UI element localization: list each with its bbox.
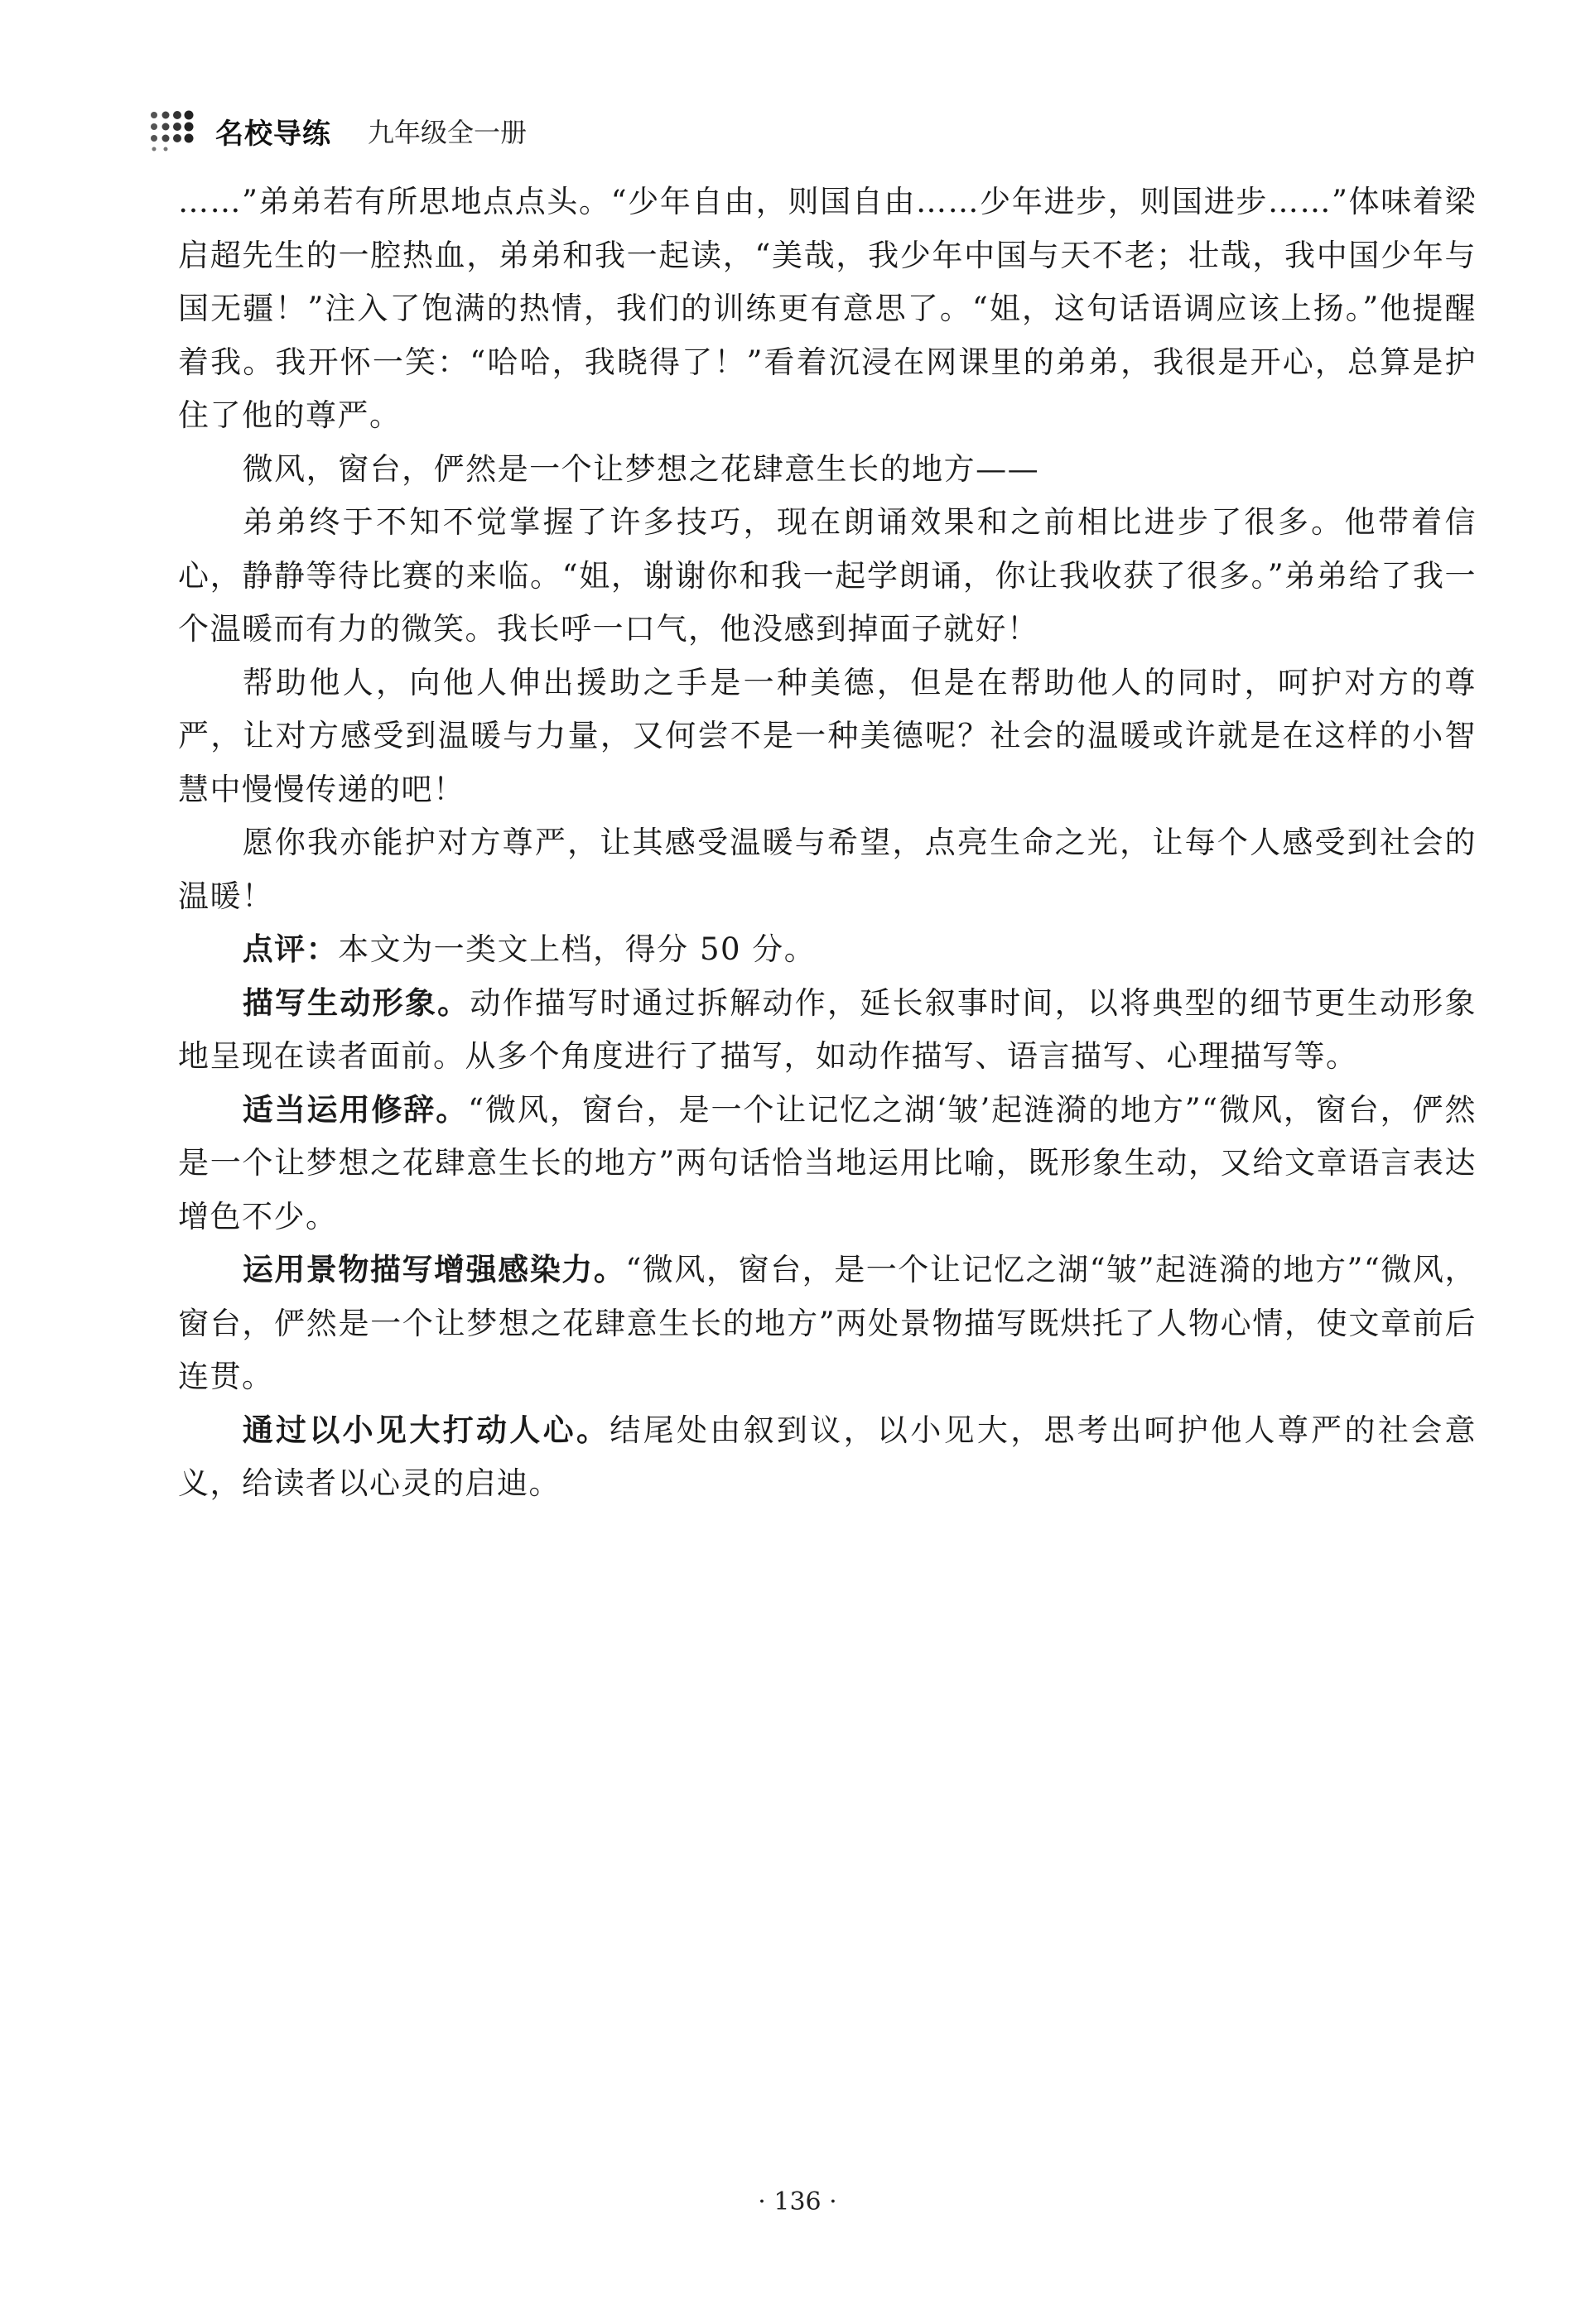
comment-text: 动作描写时通过拆解动作，延长叙事时间，以将典型的细节更生动形象地呈现在读者面前。从多个角度进行了描写，如动作描写、语言描写、心理描写等。	[178, 984, 1477, 1074]
comment-label: 运用景物描写增强感染力。	[242, 1252, 626, 1287]
comment-text: “微风，窗台，是一个让记忆之湖‘皱’起涟漪的地方”“微风，窗台，俨然是一个让梦想之花肆意生长的地方”两句话恰当地运用比喻，既形象生动，又给文章语言表达增色不少。	[178, 1091, 1477, 1234]
book-series-title: 名校导练	[215, 117, 331, 151]
dot-grid-icon	[149, 108, 200, 153]
comment-small-to-large	[178, 1404, 1477, 1511]
comment-label: 通过以小见大打动人心。	[242, 1412, 610, 1448]
page-body	[178, 176, 1477, 1511]
comment-vivid-description	[178, 977, 1477, 1084]
comment-summary	[178, 923, 1477, 977]
comment-scenery	[178, 1244, 1477, 1404]
essay-paragraph-1: ……”弟弟若有所思地点点头。“少年自由，则国自由……少年进步，则国进步……”体味着梁启超先生的一腔热血，弟弟和我一起读，“美哉，我少年中国与天不老；壮哉，我中国少年与国无疆！”注入了饱满的热情，我们的训练更有意思了。“姐，这句话语调应该上扬。”他提醒着我。我开怀一笑：“哈哈，我晓得了！”看着沉浸在网课里的弟弟，我很是开心，总算是护住了他的尊严。	[178, 184, 1477, 433]
comment-text: 结尾处由叙到议，以小见大，思考出呵护他人尊严的社会意义，给读者以心灵的启迪。	[178, 1412, 1477, 1501]
page-header	[149, 106, 527, 156]
page-number: · 136 ·	[758, 2187, 837, 2216]
comment-text: “微风，窗台，是一个让记忆之湖“皱”起涟漪的地方”“微风，窗台，俨然是一个让梦想之花肆意生长的地方”两处景物描写既烘托了人物心情，使文章前后连贯。	[178, 1252, 1477, 1394]
essay-paragraph-3: 弟弟终于不知不觉掌握了许多技巧，现在朗诵效果和之前相比进步了很多。他带着信心，静静等待比赛的来临。“姐，谢谢你和我一起学朗诵，你让我收获了很多。”弟弟给了我一个温暖而有力的微笑。我长呼一口气，他没感到掉面子就好！	[178, 504, 1477, 647]
comment-rhetoric	[178, 1084, 1477, 1244]
comment-label: 点评：	[242, 931, 339, 967]
comment-text: 本文为一类文上档，得分 50 分。	[338, 931, 817, 967]
book-grade-subtitle: 九年级全一册	[368, 117, 528, 148]
essay-paragraph-4: 帮助他人，向他人伸出援助之手是一种美德，但是在帮助他人的同时，呵护对方的尊严，让对方感受到温暖与力量，又何尝不是一种美德呢？社会的温暖或许就是在这样的小智慧中慢慢传递的吧！	[178, 664, 1477, 807]
essay-paragraph-2: 微风，窗台，俨然是一个让梦想之花肆意生长的地方——	[242, 450, 1040, 487]
comment-label: 描写生动形象。	[242, 984, 470, 1021]
comment-label: 适当运用修辞。	[242, 1091, 469, 1128]
essay-paragraph-5: 愿你我亦能护对方尊严，让其感受温暖与希望，点亮生命之光，让每个人感受到社会的温暖！	[178, 825, 1477, 914]
